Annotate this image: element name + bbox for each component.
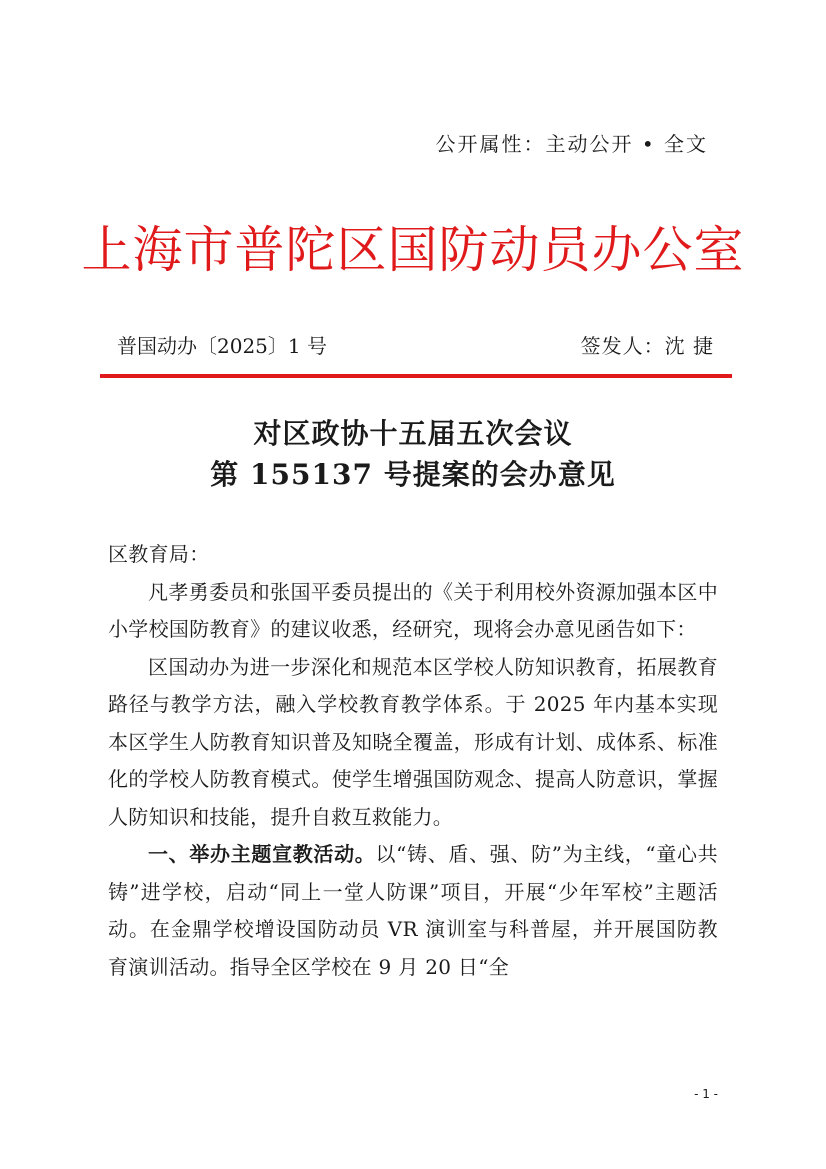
signer: 签发人：沈 捷: [580, 334, 714, 358]
paragraph-2: 区国动办为进一步深化和规范本区学校人防知识教育，拓展教育路径与教学方法，融入学校教育教学体系。于 2025 年内基本实现本区学生人防教育知识普及知晓全覆盖，形成有计划、成体系、标准化的学校人防教育模式。使学生增强国防观念、提高人防意识，掌握人防知识和技能，提升自救互救能力。: [108, 654, 718, 829]
addressee: 区教育局：: [108, 542, 210, 566]
document-title-line-2: 第 155137 号提案的会办意见: [210, 458, 616, 491]
paragraph-1: 凡孝勇委员和张国平委员提出的《关于利用校外资源加强本区中小学校国防教育》的建议收悉，经研究，现将会办意见函告如下：: [108, 579, 718, 641]
document-body: [108, 536, 718, 986]
disclosure-attribute: 公开属性：主动公开 • 全文: [435, 132, 708, 156]
document-number: 普国动办〔2025〕1 号: [117, 334, 327, 358]
issuer-title: 上海市普陀区国防动员办公室: [81, 221, 745, 279]
section-heading-1: 一、举办主题宣教活动。: [148, 842, 376, 866]
page-number: - 1 -: [694, 1087, 718, 1101]
paragraph-3: [108, 836, 718, 986]
paragraph-3-text: 以“铸、盾、强、防”为主线，“童心共铸”进学校，启动“同上一堂人防课”项目，开展“少年军校”主题活动。在金鼎学校增设国防动员 VR 演训室与科普屋，并开展国防教育演训活动。指导全区学校在 9 月 20 日“全: [108, 842, 718, 979]
red-divider-rule: [100, 374, 732, 378]
document-title-line-1: 对区政协十五届五次会议: [253, 417, 573, 450]
